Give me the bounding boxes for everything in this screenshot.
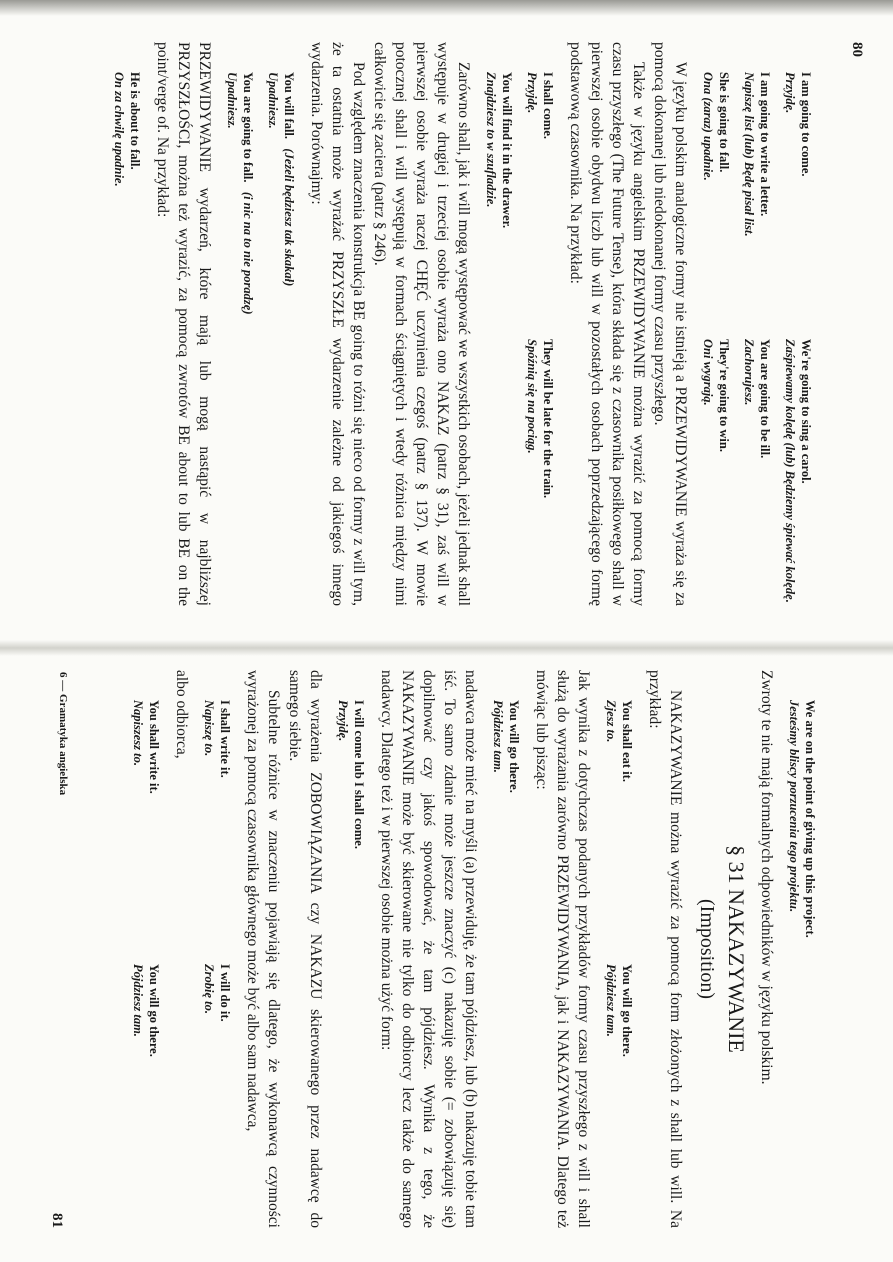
example-block-1 xyxy=(786,700,818,1228)
paragraph: W języku polskim analogiczne formy nie istnieją a PRZEWIDYWANIE wyraża się za pomocą dokonanej lub niedokonanej formy czasu przyszłego. xyxy=(651,42,689,606)
example-pl: Upadniesz. xyxy=(225,72,239,129)
example-en: I shall write it. xyxy=(218,700,232,778)
example-en: I will do it. xyxy=(218,964,232,1022)
example-block-6 xyxy=(130,700,162,1228)
example-block-3 xyxy=(700,72,732,606)
page-80 xyxy=(0,0,893,626)
example-en: He is about to fall. xyxy=(128,72,142,170)
example-pl: Pójdziesz tam. xyxy=(131,964,145,1037)
example-en: They will be late for the train. xyxy=(541,339,555,499)
example-en: We're going to sing a carol. xyxy=(799,339,813,484)
paragraph: Jak wynika z dotychczas podanych przykładów formy czasu przyszłego z will i shall służą do wyrażania zarówno PRZEWIDYWANIA, jak i NAKAZYWANIA. Dlatego też mówiąc lub pisząc: xyxy=(533,670,592,1228)
example-block-4 xyxy=(524,72,556,606)
example-en: You will go there. xyxy=(507,700,521,793)
example-note: (Jeżeli będziesz tak skakał) xyxy=(282,148,296,287)
paragraph: Także w języku angielskim PRZEWIDYWANIE można wyrazić za pomocą formy czasu przyszłego (The Future Tense), która składa się z czasownika posiłkowego shall w pierwszej osobie obydwu liczb lub will w pozostałych osobach poprzedzającego formę podstawową czasownika. Na przykład: xyxy=(567,42,647,606)
paragraph: Pod względem znaczenia konstrukcja BE going to różni się nieco od formy z will tym, że ta ostatnia może wyrażać PRZYSZŁE wydarzenie zależne od jakiegoś innego wydarzenia. Porównajmy: xyxy=(308,42,367,606)
example-en: You shall eat it. xyxy=(620,700,634,782)
example-note: (i nic na to nie poradzę) xyxy=(241,191,255,315)
example-block-2 xyxy=(741,72,773,606)
example-pl: Oni wygrają. xyxy=(701,339,715,406)
paragraph: Zwroty te nie mają formalnych odpowiedników w języku polskim. xyxy=(758,670,775,1085)
paragraph: albo odbiorca, xyxy=(173,670,190,759)
example-pl: Przyjdę. xyxy=(783,72,797,114)
example-en: You shall write it. xyxy=(147,700,161,794)
example-en: You will fall. xyxy=(282,72,296,140)
page-number-80: 80 xyxy=(849,42,865,57)
example-pl: Zaśpiewamy kolędę (lub) Będziemy śpiewać kolędę. xyxy=(783,339,797,603)
example-pl: Pójdziesz tam. xyxy=(491,700,505,773)
example-block-5 xyxy=(483,72,515,606)
example-pl: On za chwilę upadnie. xyxy=(112,72,126,187)
example-en: We are on the point of giving up this project. xyxy=(803,700,817,938)
example-pl: Przyjdę. xyxy=(525,72,539,114)
paragraph: Zarówno shall, jak i will mogą występować we wszystkich osobach, jeżeli jednak shall występuje w drugiej i trzeciej osobie wyraża ono NAKAZ (patrz § 31), zaś will w pierwszej osobie wyraża raczej CHĘĆ uczynienia czegoś (patrz § 137). W mowie potocznej shall i will występują w formach ściągniętych i wtedy różnica między nimi całkowicie się zaciera (patrz § 246). xyxy=(371,42,472,606)
example-en: I will come lub I shall come. xyxy=(352,700,366,849)
example-block-3 xyxy=(490,700,522,1228)
example-pl: Zjesz to. xyxy=(604,700,618,743)
example-pl: Upadniesz. xyxy=(266,72,280,129)
example-pl: Znajdziesz to w szufladzie. xyxy=(484,72,498,208)
example-block-5 xyxy=(201,700,233,1228)
page-81 xyxy=(0,650,893,1262)
example-block-7 xyxy=(224,72,256,606)
example-en: I am going to write a letter. xyxy=(758,72,772,217)
example-block-2 xyxy=(603,700,635,1228)
example-pl: Spóźnią się na pociąg. xyxy=(525,339,539,454)
paragraph: dla wyrażenia ZOBOWIĄZANIA czy NAKAZU skierowanego przez nadawcę do samego siebie. xyxy=(286,670,324,1228)
example-pl: Zachorujesz. xyxy=(742,339,756,406)
example-en: I shall come. xyxy=(541,72,555,140)
example-en: You are going to fall. xyxy=(241,72,255,183)
example-block-1 xyxy=(782,72,814,606)
paragraph: nadawca może mieć na myśli (a) przewiduję, że tam pójdziesz, lub (b) nakazuję tobie tam iść. To samo zdanie może jeszcze znaczyć (c) nakazuję sobie (= zobowiązuję się) dopilnować czy jakoś spowodować, że tam pójdziesz. Wynika z tego, że NAKAZYWANIE może być skierowane nie tylko do odbiorcy lecz także do samego nadawcy. Dlatego też i w pierwszej osobie można użyć form: xyxy=(378,670,479,1228)
example-en: They're going to win. xyxy=(717,339,731,452)
example-pl: Napiszesz to. xyxy=(131,700,145,766)
example-en: You will find it in the drawer. xyxy=(500,72,514,229)
example-en: I am going to come. xyxy=(799,72,813,177)
section-subheading: (Imposition) xyxy=(696,899,718,999)
paragraph: Subtelne różnice w znaczeniu pojawiają się dlatego, że wykonawcą czynności wyrażonej za pomocą czasownika głównego może być albo sam nadawca, xyxy=(244,670,282,1228)
example-en: You are going to be ill. xyxy=(758,339,772,459)
example-block-4 xyxy=(335,700,367,1228)
example-pl: Pójdziesz tam. xyxy=(604,964,618,1037)
example-en: You will go there. xyxy=(147,964,161,1057)
example-block-6 xyxy=(265,72,297,606)
example-en: You will go there. xyxy=(620,964,634,1057)
example-pl: Zrobię to. xyxy=(202,964,216,1014)
example-pl: Napiszę to. xyxy=(202,700,216,757)
page-footer: 6 — Gramatyka angielska xyxy=(57,672,69,796)
example-en: She is going to fall. xyxy=(717,72,731,173)
example-pl: Napiszę list (lub) Będę pisał list. xyxy=(742,72,756,237)
example-pl: Jesteśmy bliscy porzucenia tego projektu. xyxy=(787,700,801,913)
paragraph: PRZEWIDYWANIE wydarzeń, które mają lub mogą nastąpić w najbliższej PRZYSZŁOŚCI, można też wyrazić, za pomocą zwrotów BE about to lub BE on the point/verge of. Na przykład: xyxy=(154,42,213,606)
section-heading: § 31 NAKAZYWANIE xyxy=(724,845,749,1053)
example-pl: Ona (zaraz) upadnie. xyxy=(701,72,715,181)
example-block-8 xyxy=(111,72,143,606)
paragraph: NAKAZYWANIE można wyrazić za pomocą form złożonych z shall lub will. Na przykład: xyxy=(646,670,684,1228)
page-number-81: 81 xyxy=(49,1213,65,1228)
example-pl: Przyjdę. xyxy=(336,700,350,742)
